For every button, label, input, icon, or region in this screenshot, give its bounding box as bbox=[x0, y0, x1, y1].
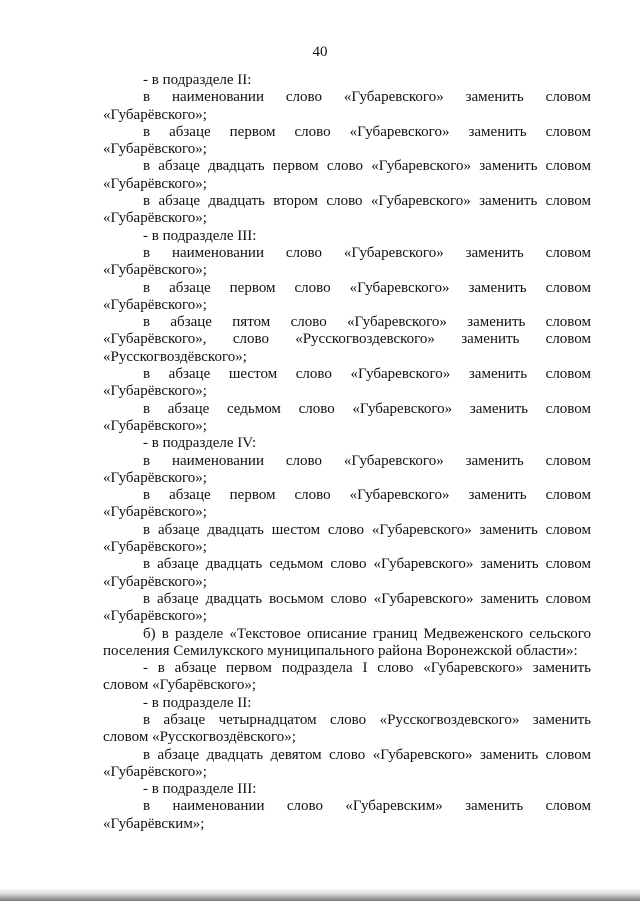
paragraph: в абзаце пятом слово «Губаревского» заменить словом «Губарёвского», слово «Русскогвоздевского» заменить словом «Русскогвоздёвского»; bbox=[103, 314, 591, 365]
paragraph: - в подразделе III: bbox=[143, 227, 257, 244]
paragraph: в абзаце первом слово «Губаревского» заменить словом «Губарёвского»; bbox=[103, 279, 591, 313]
paragraph: - в абзаце первом подраздела I слово «Губаревского» заменить словом «Губарёвского»; bbox=[103, 660, 591, 694]
paragraph: в абзаце первом слово «Губаревского» заменить словом «Губарёвского»; bbox=[103, 487, 591, 521]
paragraph: в абзаце седьмом слово «Губаревского» заменить словом «Губарёвского»; bbox=[103, 400, 591, 434]
paragraph: в абзаце двадцать первом слово «Губаревского» заменить словом «Губарёвского»; bbox=[103, 158, 591, 192]
paragraph: - в подразделе IV: bbox=[143, 435, 257, 452]
document-body bbox=[103, 72, 591, 833]
paragraph: в наименовании слово «Губаревского» заменить словом «Губарёвского»; bbox=[103, 89, 591, 123]
scan-bottom-edge bbox=[0, 888, 640, 901]
paragraph: в абзаце двадцать втором слово «Губаревского» заменить словом «Губарёвского»; bbox=[103, 193, 591, 227]
paragraph: - в подразделе II: bbox=[143, 72, 252, 88]
paragraph: в наименовании слово «Губаревским» заменить словом «Губарёвским»; bbox=[103, 798, 591, 832]
paragraph: в абзаце двадцать восьмом слово «Губаревского» заменить словом «Губарёвского»; bbox=[103, 590, 591, 625]
paragraph: в абзаце шестом слово «Губаревского» заменить словом «Губарёвского»; bbox=[103, 366, 591, 400]
page-number: 40 bbox=[312, 44, 328, 60]
paragraph: в наименовании слово «Губаревского» заменить словом «Губарёвского»; bbox=[103, 452, 591, 486]
paragraph: в абзаце двадцать седьмом слово «Губаревского» заменить словом «Губарёвского»; bbox=[103, 556, 591, 590]
paragraph: б) в разделе «Текстовое описание границ Медвеженского сельского поселения Семилукского муниципального района Воронежской области»: bbox=[103, 625, 591, 659]
paragraph: в абзаце двадцать девятом слово «Губаревского» заменить словом «Губарёвского»; bbox=[103, 746, 591, 780]
paragraph: в наименовании слово «Губаревского» заменить словом «Губарёвского»; bbox=[103, 244, 591, 279]
paragraph: в абзаце четырнадцатом слово «Русскогвоздевского» заменить словом «Русскогвоздёвского»; bbox=[103, 711, 591, 746]
paragraph: в абзаце первом слово «Губаревского» заменить словом «Губарёвского»; bbox=[103, 123, 591, 158]
paragraph: - в подразделе III: bbox=[143, 781, 257, 798]
paragraph: в абзаце двадцать шестом слово «Губаревского» заменить словом «Губарёвского»; bbox=[103, 521, 591, 556]
paragraph: - в подразделе II: bbox=[143, 694, 252, 711]
